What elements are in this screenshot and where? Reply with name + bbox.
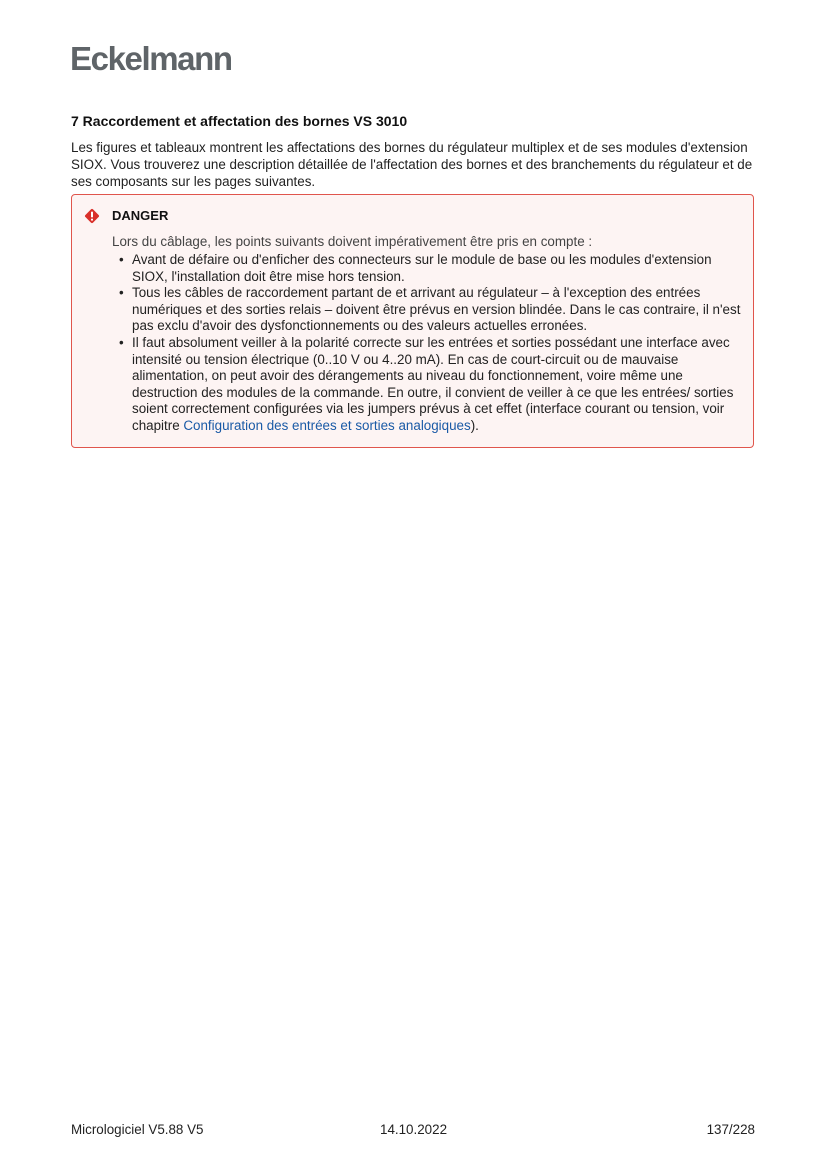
footer-firmware: Micrologiciel V5.88 V5 xyxy=(71,1122,204,1137)
list-item: • Avant de défaire ou d'enficher des connecteurs sur le module de base ou les modules d'extension SIOX, l'installation doit être mise hors tension. xyxy=(112,252,742,285)
section-title: 7 Raccordement et affectation des bornes VS 3010 xyxy=(71,113,408,129)
section-intro: Les figures et tableaux montrent les affectations des bornes du régulateur multiplex et de ses modules d'extension SIOX. Vous trouverez une description détaillée de l'affectation des bornes et des branchements du régulateur et de ses composants sur les pages suivantes. xyxy=(71,140,753,189)
list-item: • Tous les câbles de raccordement partant de et arrivant au régulateur – à l'exception des entrées numériques et des sorties relais – doivent être prévus en version blindée. Dans le cas contraire, il n'est pas exclu d'avoir des dysfonctionnements ou des valeurs actuelles erronées. xyxy=(112,285,742,335)
danger-title: DANGER xyxy=(112,208,169,223)
list-item-end: ). xyxy=(470,417,479,433)
list-item xyxy=(112,335,742,435)
footer-page-number: 137/228 xyxy=(706,1122,755,1137)
list-item-text: Il faut absolument veiller à la polarité correcte sur les entrées et sorties possédant une interface avec intensité ou tension électrique (0..10 V ou 4..20 mA). En cas de court-circuit ou de mauvaise alimentation, on peut avoir des dérangements au niveau du fonctionnement, voire même une destruction des modules de la commande. En outre, il convient de veiller à ce que les entrées/ sorties soient correctement configurées via les jumpers prévus à cet effet (interface courant ou tension, voir chapitre xyxy=(132,334,734,433)
warning-diamond-icon xyxy=(84,208,100,224)
analog-config-link[interactable]: Configuration des entrées et sorties analogiques xyxy=(183,417,471,433)
footer-date: 14.10.2022 xyxy=(380,1122,448,1137)
danger-list xyxy=(112,252,742,435)
danger-intro: Lors du câblage, les points suivants doivent impérativement être pris en compte : xyxy=(112,234,593,249)
company-logo: Eckelmann xyxy=(70,40,232,77)
danger-notice xyxy=(71,194,754,448)
